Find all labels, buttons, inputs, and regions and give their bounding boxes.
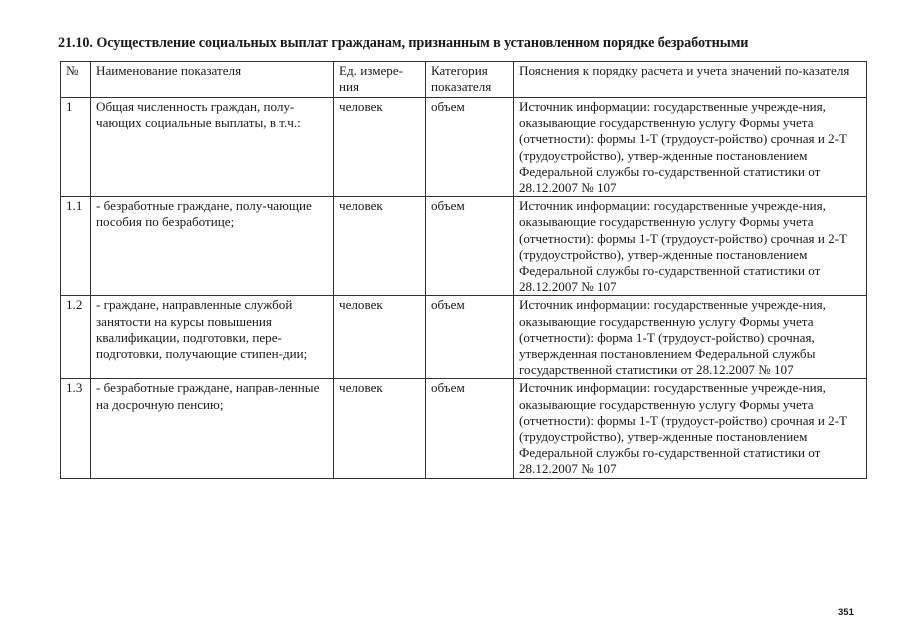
row-explanation: Источник информации: государственные учрежде-ния, оказывающие государственную услугу Формы учета (отчетности): форма 1-Т (трудоуст-ройство) срочная, утвержденная постановлением Федеральной службы государственной статистики от 28.12.2007 № 107 <box>514 296 867 379</box>
row-num: 1.1 <box>61 197 91 296</box>
table-header-row <box>61 62 867 98</box>
row-category: объем <box>426 197 514 296</box>
row-name: - граждане, направленные службой занятости на курсы повышения квалификации, подготовки, пере-подготовки, получающие стипен-дии; <box>91 296 334 379</box>
table-row <box>61 379 867 478</box>
row-num: 1 <box>61 98 91 197</box>
row-explanation: Источник информации: государственные учрежде-ния, оказывающие государственную услугу Формы учета (отчетности): формы 1-Т (трудоуст-ройство) срочная и 2-Т (трудоустройство), утвер-жденные постановлением Федеральной службы го-сударственной статистики от 28.12.2007 № 107 <box>514 98 867 197</box>
header-num: № <box>61 62 91 98</box>
row-unit: человек <box>334 379 426 478</box>
page-number: 351 <box>838 607 854 618</box>
row-explanation: Источник информации: государственные учрежде-ния, оказывающие государственную услугу Формы учета (отчетности): формы 1-Т (трудоуст-ройство) срочная и 2-Т (трудоустройство), утвер-жденные постановлением Федеральной службы го-сударственной статистики от 28.12.2007 № 107 <box>514 197 867 296</box>
indicators-table <box>60 61 867 479</box>
header-name: Наименование показателя <box>91 62 334 98</box>
row-unit: человек <box>334 197 426 296</box>
table-row <box>61 197 867 296</box>
row-num: 1.2 <box>61 296 91 379</box>
row-unit: человек <box>334 98 426 197</box>
row-name: - безработные граждане, направ-ленные на досрочную пенсию; <box>91 379 334 478</box>
header-explanation: Пояснения к порядку расчета и учета значений по-казателя <box>514 62 867 98</box>
header-unit: Ед. измере-ния <box>334 62 426 98</box>
header-category: Категория показателя <box>426 62 514 98</box>
row-category: объем <box>426 379 514 478</box>
row-unit: человек <box>334 296 426 379</box>
row-category: объем <box>426 296 514 379</box>
row-num: 1.3 <box>61 379 91 478</box>
row-category: объем <box>426 98 514 197</box>
table-row <box>61 296 867 379</box>
table-row <box>61 98 867 197</box>
row-explanation: Источник информации: государственные учрежде-ния, оказывающие государственную услугу Формы учета (отчетности): формы 1-Т (трудоуст-ройство) срочная и 2-Т (трудоустройство), утвер-жденные постановлением Федеральной службы го-сударственной статистики от 28.12.2007 № 107 <box>514 379 867 478</box>
row-name: Общая численность граждан, полу-чающих социальные выплаты, в т.ч.: <box>91 98 334 197</box>
section-heading: 21.10. Осуществление социальных выплат гражданам, признанным в установленном порядке безработными <box>58 35 749 51</box>
row-name: - безработные граждане, полу-чающие пособия по безработице; <box>91 197 334 296</box>
